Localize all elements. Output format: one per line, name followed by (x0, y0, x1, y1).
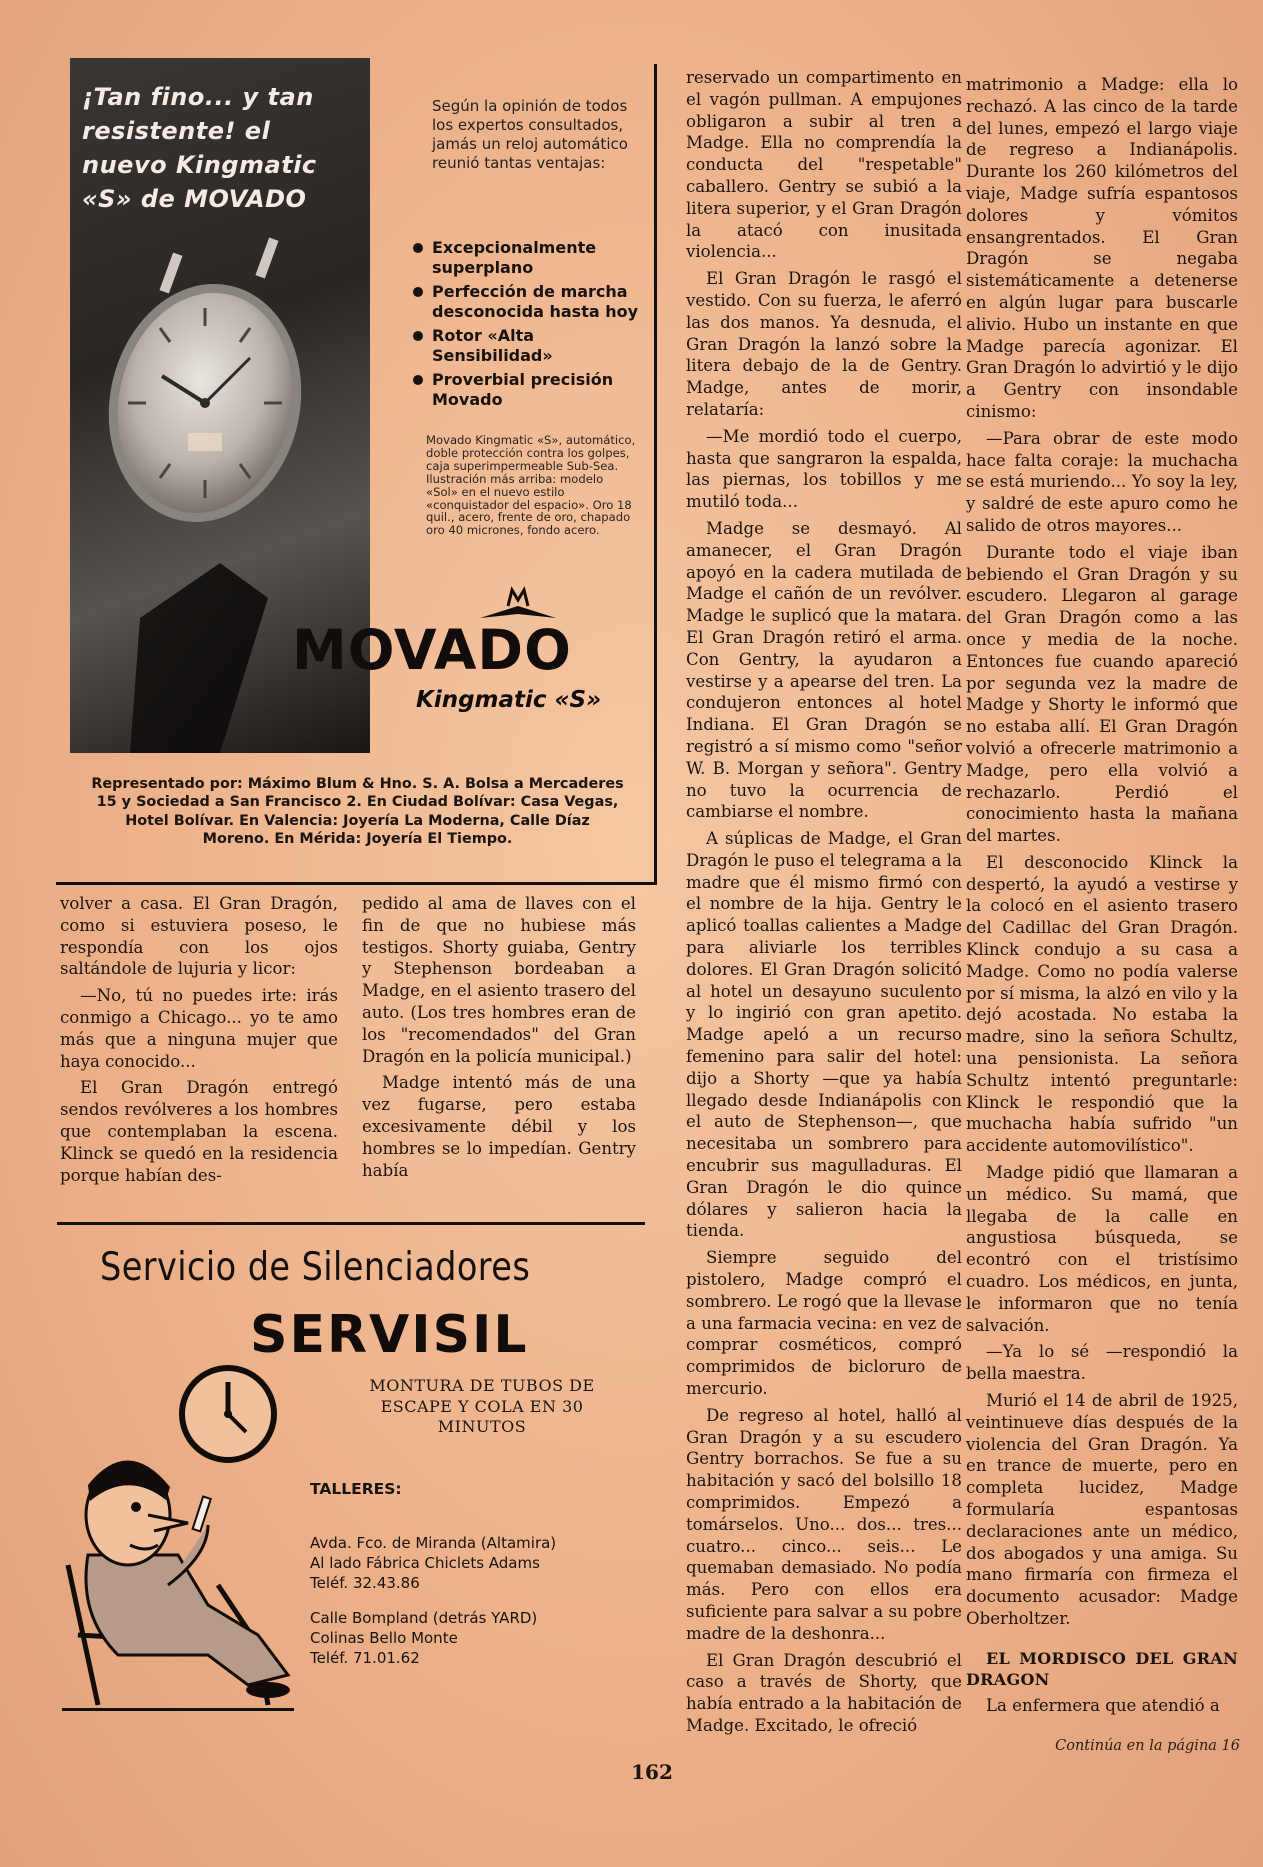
paragraph: matrimonio a Madge: ella lo rechazó. A las cinco de la tarde del lunes, empezó el largo viaje de regreso a Indianápolis. Durante los 260 kilómetros del viaje, Madge sufría espantosos dolores y vómitos ensangrentados. El Gran Dragón se negaba sistemáticamente a detenerse en algún lugar para buscarle alivio. Hubo un instante en que Madge parecía agonizar. El Gran Dragón lo advirtió y le dijo a Gentry con insondable cinismo: (966, 75, 1238, 421)
ad-border-bottom (56, 882, 657, 885)
paragraph: —Me mordió todo el cuerpo, hasta que sangraron la espalda, las piernas, los tobillos y me mutiló toda... (686, 426, 962, 512)
movado-headline: ¡Tan fino... y tan resistente! el nuevo Kingmatic «S» de MOVADO (82, 83, 317, 213)
paragraph: Murió el 14 de abril de 1925, veintinueve días después de la violencia del Gran Dragón. Ya en trance de muerte, pero en completa lucidez, Madge formularía espantosas declaraciones ante un médico, dos abogados y una amiga. Su mano firmaría con firmeza el documento acusador: Madge Oberholtzer. (966, 1391, 1238, 1628)
feature-item: Rotor «Alta Sensibilidad» (410, 326, 645, 365)
servisil-address-2 (310, 1608, 630, 1668)
paragraph: La enfermera que atendió a (986, 1695, 1220, 1715)
paragraph: Madge se desmayó. Al amanecer, el Gran Dragón apoyó en la cadera mutilada de Madge el cañón de un revólver. Madge le suplicó que la matara. El Gran Dragón retiró el arma. Con Gentry, la ayudaron a vestirse y a apearse del tren. La condujeron entonces al hotel Indiana. El Gran Dragón se registró a sí mismo como "señor W. B. Morgan y señora". Gentry no tuvo la ocurrencia de cambiarse el nombre. (686, 518, 962, 822)
article-column-1 (60, 893, 338, 1191)
address-phone: Teléf. 32.43.86 (310, 1574, 420, 1592)
movado-model: Kingmatic «S» (416, 687, 602, 713)
address-line: Calle Bompland (detrás YARD) (310, 1609, 538, 1627)
paragraph: El Gran Dragón entregó sendos revólveres a los hombres que contemplaban la escena. Klinck se quedó en la residencia porque habían des- (60, 1078, 338, 1185)
article-column-2 (362, 893, 636, 1186)
servisil-address-1 (310, 1533, 630, 1593)
paragraph: —Ya lo sé —respondió la bella maestra. (966, 1342, 1238, 1384)
movado-intro: Según la opinión de todos los expertos consultados, jamás un reloj automático reunió tantas ventajas: (432, 97, 628, 172)
paragraph: El desconocido Klinck la despertó, la ayudó a vestirse y la colocó en el asiento trasero del Cadillac del Gran Dragón. Klinck condujo a su casa a Madge. Como no podía valerse por sí misma, la alzó en vilo y la dejó acostada. No estaba la madre, sino la señora Schultz, una pensionista. La señora Schultz intentó preguntarle: Klinck le respondió que la muchacha había sufrido "un accidente automovilístico". (966, 852, 1238, 1156)
movado-specs: Movado Kingmatic «S», automático, doble protección contra los golpes, caja superimpermeable Sub-Sea. Ilustración más arriba: modelo «Sol» en el nuevo estilo «conquistador del espacio». Oro 18 quil., acero, frente de oro, chapado oro 40 micrones, fondo acero. (426, 433, 636, 538)
continued-note: Continúa en la página 16 (1055, 1738, 1240, 1754)
paragraph: El Gran Dragón le rasgó el vestido. Con su fuerza, le aferró las dos manos. Ya desnuda, el Gran Dragón la lanzó sobre la litera debajo de la de Gentry. Madge, antes de morir, relataría: (686, 269, 962, 419)
paragraph: El Gran Dragón descubrió el caso a través de Shorty, que había entrado a la habitación de Madge. Excitado, le ofreció (686, 1650, 962, 1735)
article-column-3 (686, 67, 962, 1742)
address-phone: Teléf. 71.01.62 (310, 1649, 420, 1667)
page-number: 162 (631, 1760, 673, 1784)
ad-border-top (57, 1222, 645, 1225)
paragraph: —No, tú no puedes irte: irás conmigo a Chicago... yo te amo más que a ninguna mujer que haya conocido... (60, 986, 338, 1071)
movado-logo: MOVADO (292, 618, 572, 682)
servisil-brand: SERVISIL (250, 1305, 529, 1365)
movado-feature-list (410, 238, 645, 414)
paragraph: De regreso al hotel, halló al Gran Dragón y a su escudero Gentry borrachos. Se fue a su habitación y sacó del bolsillo 18 comprimidos. Empezó a tomárselos. Uno... dos... tres... cuatro... cinco... seis... Le quemaban demasiado. No podía más. Pero con ellos era suficiente para salvar a su pobre madre de la deshonra... (686, 1405, 962, 1643)
feature-item: Proverbial precisión Movado (410, 370, 645, 409)
feature-item: Excepcionalmente superplano (410, 238, 645, 277)
address-line: Avda. Fco. de Miranda (Altamira) (310, 1534, 557, 1552)
feature-item: Perfección de marcha desconocida hasta hoy (410, 282, 645, 321)
paragraph: reservado un compartimento en el vagón pullman. A empujones obligaron a subir al tren a Madge. Ella no comprendía la conducta del "respetable" caballero. Gentry se subió a la litera superior, y el Gran Dragón la atacó con inusitada violencia... (686, 68, 962, 262)
address-line: Colinas Bello Monte (310, 1629, 458, 1647)
paragraph: Madge intentó más de una vez fugarse, pero estaba excesivamente débil y los hombres se lo impedían. Gentry había (362, 1073, 636, 1180)
servisil-talleres-label: TALLERES: (310, 1480, 402, 1498)
cartoon-man-illustration (58, 1405, 298, 1715)
article-column-4 (966, 74, 1238, 1722)
article-subheading: EL MORDISCO DEL GRAN DRAGON (966, 1648, 1238, 1689)
paragraph: Madge pidió que llamaran a un médico. Su mamá, que llegaba de la calle en angustiosa búsqueda, se econtró con el tristísimo cuadro. Los médicos, en junta, le informaron que no tenía salvación. (966, 1163, 1238, 1335)
paragraph: pedido al ama de llaves con el fin de que no hubiese más testigos. Shorty guiaba, Gentry y Stephenson bordeaban a Madge, en el asiento trasero del auto. (Los tres hombres eran de los "recomendados" del Gran Dragón en la policía municipal.) (362, 894, 636, 1066)
paragraph: volver a casa. El Gran Dragón, como si estuviera poseso, le respondía con los ojos saltándole de lujuria y licor: (60, 894, 338, 979)
paragraph: —Para obrar de este modo hace falta coraje: la muchacha se está muriendo... Yo soy la ley, y saldré de este apuro como he salido de otros mayores... (966, 428, 1238, 535)
ad-border-bottom (62, 1708, 294, 1711)
servisil-title: Servicio de Silenciadores (100, 1245, 531, 1290)
paragraph: Siempre seguido del pistolero, Madge compró el sombrero. Le rogó que la llevase a una farmacia vecina: en vez de comprar cosméticos, compró comprimidos de bicloruro de mercurio. (686, 1248, 962, 1399)
servisil-slogan: MONTURA DE TUBOS DE ESCAPE Y COLA EN 30 MINUTOS (369, 1376, 595, 1436)
ad-border-right (654, 64, 657, 884)
movado-dealers: Representado por: Máximo Blum & Hno. S. A. Bolsa a Mercaderes 15 y Sociedad a San Francisco 2. En Ciudad Bolívar: Casa Vegas, Hotel Bolívar. En Valencia: Joyería La Moderna, Calle Díaz Moreno. En Mérida: Joyería El Tiempo. (91, 776, 624, 847)
address-line: Al lado Fábrica Chiclets Adams (310, 1554, 540, 1572)
movado-logo-icon (478, 584, 558, 622)
paragraph: A súplicas de Madge, el Gran Dragón le puso el telegrama a la madre que él mismo firmó con el nombre de la hija. Gentry le aplicó toallas calientes a Madge para aliviarle los terribles dolores. El Gran Dragón solicitó al hotel un desayuno suculento y lo ingirió con gran apetito. Madge apeló a un recurso femenino para salir del hotel: dijo a Shorty —que ya había llegado desde Indianápolis con el auto de Stephenson—, que necesitaba un sombrero para encubrir sus magulladuras. El Gran Dragón le dio quince dólares y salieron hacia la tienda. (686, 829, 962, 1241)
paragraph: Durante todo el viaje iban bebiendo el Gran Dragón y su escudero. Llegaron al garage del Gran Dragón como a las once y media de la noche. Entonces fue cuando apareció por segunda vez la madre de Madge y Shorty le informó que no estaba allí. El Gran Dragón volvió a ofrecerle matrimonio a Madge, pero ella volvió a rechazarlo. Perdió el conocimiento hasta la mañana del martes. (966, 542, 1238, 846)
